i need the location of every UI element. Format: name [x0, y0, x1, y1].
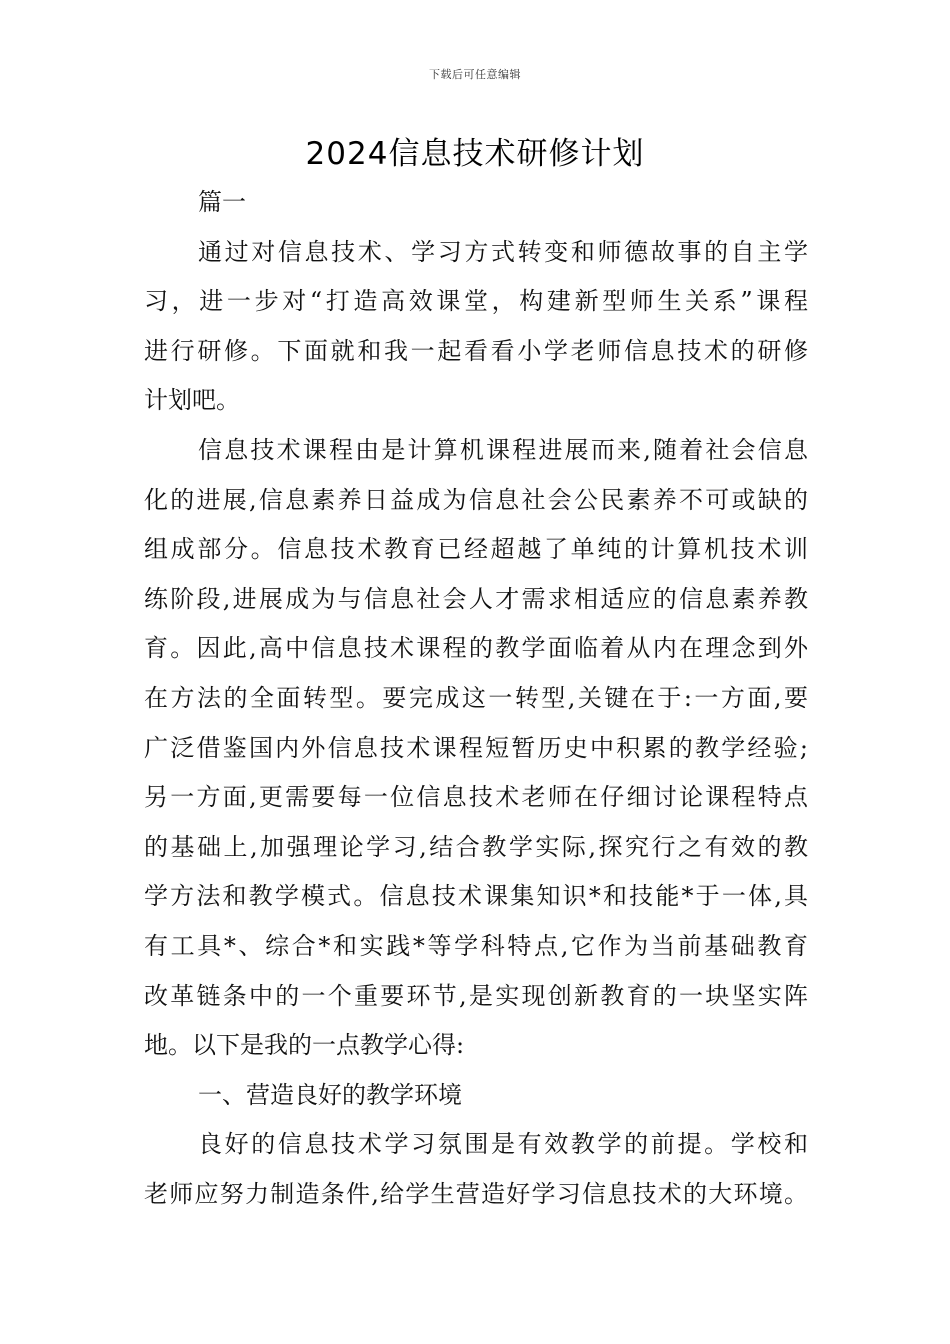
document-body: [144, 178, 808, 1219]
paragraph-line: 育。因此,高中信息技术课程的教学面临着从内在理念到外: [144, 634, 808, 663]
paragraph-line: 良好的信息技术学习氛围是有效教学的前提。学校和: [198, 1130, 808, 1159]
paragraph-line: 计划吧。: [144, 386, 240, 415]
paragraph-line: 另一方面,更需要每一位信息技术老师在仔细讨论课程特点: [144, 783, 808, 812]
paragraph-line: 组成部分。信息技术教育已经超越了单纯的计算机技术训: [144, 535, 808, 564]
paragraph-line: 练阶段,进展成为与信息社会人才需求相适应的信息素养教: [144, 584, 808, 613]
paragraph-line: 老师应努力制造条件,给学生营造好学习信息技术的大环境。: [144, 1179, 808, 1208]
paragraph-line: 习，进一步对“打造高效课堂，构建新型师生关系”课程: [144, 287, 808, 316]
paragraph-line: 进行研修。下面就和我一起看看小学老师信息技术的研修: [144, 336, 808, 365]
page-header-note: 下载后可任意编辑: [429, 68, 521, 81]
paragraph-line: 地。以下是我的一点教学心得:: [144, 1031, 465, 1060]
section-label: 篇一: [198, 188, 246, 216]
paragraph-line: 改革链条中的一个重要环节,是实现创新教育的一块坚实阵: [144, 981, 808, 1010]
paragraph-line: 有工具*、综合*和实践*等学科特点,它作为当前基础教育: [144, 931, 808, 960]
section-heading: 一、营造良好的教学环境: [198, 1080, 462, 1109]
paragraph-line: 信息技术课程由是计算机课程进展而来,随着社会信息: [198, 435, 808, 464]
paragraph-line: 在方法的全面转型。要完成这一转型,关键在于:一方面,要: [144, 683, 808, 712]
document-title: 2024信息技术研修计划: [305, 136, 645, 172]
paragraph-line: 通过对信息技术、学习方式转变和师德故事的自主学: [198, 237, 808, 266]
paragraph-line: 学方法和教学模式。信息技术课集知识*和技能*于一体,具: [144, 882, 808, 911]
paragraph-line: 化的进展,信息素养日益成为信息社会公民素养不可或缺的: [144, 485, 808, 514]
paragraph-line: 的基础上,加强理论学习,结合教学实际,探究行之有效的教: [144, 832, 808, 861]
paragraph-line: 广泛借鉴国内外信息技术课程短暂历史中积累的教学经验;: [144, 733, 808, 762]
